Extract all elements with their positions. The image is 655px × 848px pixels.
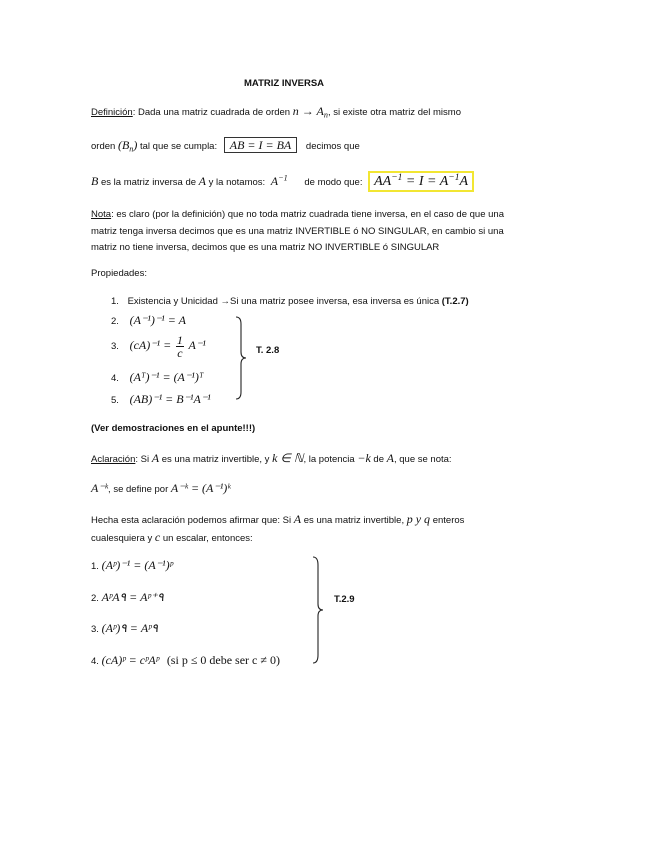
aclaracion-line-2: A⁻ᵏ, se define por A⁻ᵏ = (A⁻¹)ᵏ: [91, 481, 231, 495]
definition-text: : Dada una matriz cuadrada de orden: [132, 107, 291, 118]
math-a: A: [198, 174, 207, 188]
theorem-item-1: 1. (Aᵖ)⁻¹ = (A⁻¹)ᵖ: [91, 558, 173, 572]
definition-text-3: orden: [91, 141, 116, 152]
property-3: 3. (cA)⁻¹ = $\frac{1}{c}$ A⁻¹: [111, 333, 206, 360]
propiedades-label: Propiedades:: [91, 268, 147, 279]
definition-line-1: [91, 104, 461, 119]
property-2: 2. (A⁻¹)⁻¹ = A: [111, 313, 186, 327]
theorem-ref-t27: (T.2.7): [441, 296, 469, 307]
page-title: MATRIZ INVERSA: [244, 78, 325, 89]
nota-line-2: matriz tenga inversa decimos que es una matriz INVERTIBLE ó NO SINGULAR, en cambio si una: [91, 226, 504, 237]
property-5: 5. (AB)⁻¹ = B⁻¹A⁻¹: [111, 392, 211, 406]
definition-text-8: de modo que:: [304, 177, 363, 188]
right-brace-icon-2: [311, 556, 325, 664]
property-4: 4. (Aᵀ)⁻¹ = (A⁻¹)ᵀ: [111, 370, 204, 384]
math-bn: $(B_n)$: [117, 138, 138, 154]
boxed-equation: AB = I = BA: [224, 137, 298, 153]
definition-text-7: y la notamos:: [208, 177, 266, 188]
aclaracion-label: Aclaración: [91, 454, 136, 465]
theorem-ref-t28: T. 2.8: [256, 345, 280, 356]
aclaracion-line-1: Aclaración: Si A es una matriz invertible, y k ∈ ℕ, la potencia −k de A, que se nota:: [91, 451, 452, 465]
right-arrow-icon: →: [220, 296, 231, 307]
math-order: $n \to A_n$: [292, 104, 328, 120]
highlighted-equation: $AA^{-1} = I = A^{-1}A$: [368, 171, 474, 192]
definition-line-3: [91, 174, 474, 190]
theorem-item-3: 3. (Aᵖ)۹ = Aᵖ۹: [91, 621, 159, 635]
nota-line-1: [91, 209, 504, 220]
nota-text-1: : es claro (por la definición) que no toda matriz cuadrada tiene inversa, en el caso de que una: [111, 209, 504, 220]
definition-text-5: decimos que: [305, 141, 360, 152]
hecha-line-2: cualesquiera y c un escalar, entonces:: [91, 530, 253, 544]
definition-label: Definición: [91, 107, 133, 118]
theorem-item-2: 2. AᵖA۹ = Aᵖ⁺۹: [91, 590, 164, 604]
hecha-line-1: Hecha esta aclaración podemos afirmar que: Si A es una matriz invertible, p y q enteros: [91, 512, 465, 526]
definition-text-2: , si existe otra matriz del mismo: [327, 107, 461, 118]
nota-label: Nota: [91, 209, 112, 220]
definition-text-4: tal que se cumpla:: [140, 141, 218, 152]
math-a-inverse: $A^{-1}$: [270, 173, 288, 188]
demostraciones-note: (Ver demostraciones en el apunte!!!): [91, 423, 256, 434]
theorem-ref-t29: T.2.9: [334, 594, 355, 605]
definition-text-6: es la matriz inversa de: [100, 177, 197, 188]
theorem-item-4: 4. (cA)ᵖ = cᵖAᵖ (si p ≤ 0 debe ser c ≠ 0): [91, 653, 280, 667]
math-b: B: [91, 174, 99, 188]
definition-line-2: [91, 138, 360, 153]
fraction-one-over-c: $\frac{1}{c}$: [176, 333, 183, 360]
right-brace-icon: [234, 316, 248, 400]
property-1: 1. Existencia y Unicidad →Si una matriz posee inversa, esa inversa es única (T.2.7): [111, 296, 469, 307]
nota-line-3: matriz no tiene inversa, decimos que es una matriz NO INVERTIBLE ó SINGULAR: [91, 242, 440, 253]
